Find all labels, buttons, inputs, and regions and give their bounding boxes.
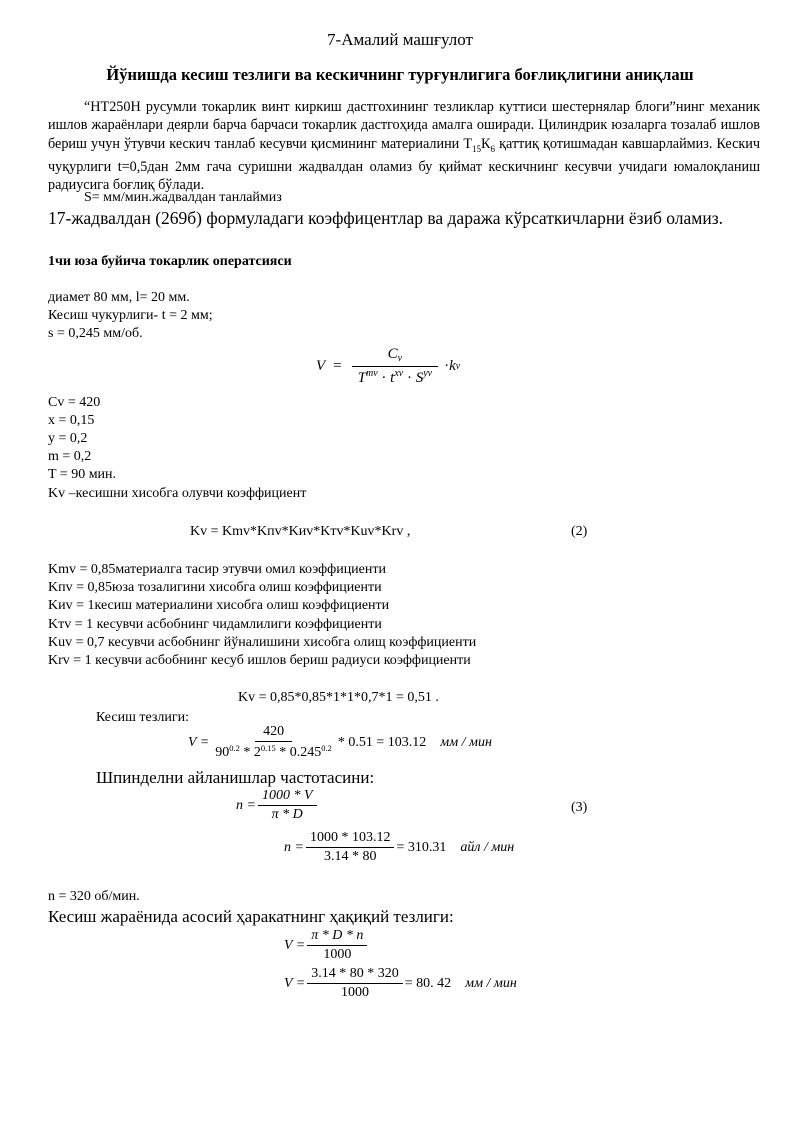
formula-t-small-exp: xv <box>394 368 404 379</box>
coef-y: y = 0,2 <box>48 431 88 446</box>
speed-calc-numerator: 420 <box>255 724 292 742</box>
spindle-formula-denominator: π * D <box>271 807 303 822</box>
coef-m: m = 0,2 <box>48 449 92 464</box>
real-speed-calc-lhs: V = <box>284 975 306 991</box>
speed-calc-den-b: * 2 <box>239 745 261 760</box>
real-speed-formula <box>284 928 369 963</box>
speed-calc-unit: мм / мин <box>440 734 492 750</box>
formula-dot-2: · <box>406 370 412 386</box>
s-line: S= мм/мин.жадвалдан танлаймиз <box>84 190 282 205</box>
spindle-formula-lhs: n = <box>236 797 256 813</box>
formula-dot-3: · <box>444 358 450 374</box>
formula-cv-sub: v <box>397 353 403 364</box>
spindle-calc-rest: = 310.31 <box>396 839 447 855</box>
real-speed-label: Кесиш жараёнида асосий ҳаракатнинг ҳақиқий тезлиги: <box>48 907 454 926</box>
real-speed-calc-fraction <box>307 966 403 1001</box>
intro-text-3: қаттиқ қотишмадан кавшарлаймиз. Кескич чуқурлиги t=0,5дан 2мм гача суришни жадвалдан оламиз бу қиймат кескичнинг кесувчи учидаги юмалоқланиш радиусига боғлиқ бўлади. <box>48 135 760 194</box>
spindle-formula-fraction <box>258 788 317 823</box>
spindle-calc-denominator: 3.14 * 80 <box>323 849 377 864</box>
param-feed: s = 0,245 мм/об. <box>48 326 143 341</box>
kv-formula: Kv = Kmv*Kпv*Kиv*Kтv*Kuv*Krv , <box>190 524 411 539</box>
spindle-calc-fraction <box>306 830 395 865</box>
k-item-uv: Kuv = 0,7 кесувчи асбобнинг йўналишини хисобга олищ коэффициенти <box>48 635 477 650</box>
formula-k-sub: v <box>455 361 461 372</box>
real-speed-formula-lhs: V = <box>284 937 306 953</box>
formula-s: S <box>415 370 424 386</box>
spindle-calc-unit: айл / мин <box>460 839 515 855</box>
section-heading: Йўнишда кесиш тезлиги ва кескичнинг турғунлигига боғлиқлигини аниқлаш <box>106 65 694 84</box>
speed-calc-den-c-exp: 0.2 <box>321 743 332 753</box>
param-diameter: диамет 80 мм, l= 20 мм. <box>48 290 190 305</box>
speed-calc-den-c: * 0.245 <box>275 745 322 760</box>
speed-calc-den-b-exp: 0.15 <box>260 743 276 753</box>
intro-text-1: “НТ250Н русумли токарлик винт киркиш дастгохининг тезликлар куттиси шестернялар блоги”нинг механик ишлов жараёнлари деярли барча барчаси токарлик дастгоҳида амалга оширади. Цилиндрик юзаларга тозалаб ишлов бериш учун ўтувчи кескич танлаб кесувчи қисмининг материалини Т <box>48 99 760 152</box>
n-result: n = 320 об/мин. <box>48 889 140 904</box>
formula-t-big-exp: mv <box>365 368 378 379</box>
real-speed-calc-numerator: 3.14 * 80 * 320 <box>307 966 403 984</box>
formula-fraction <box>352 346 438 387</box>
spindle-calc-lhs: n = <box>284 839 304 855</box>
k-item-tv: Kтv = 1 кесувчи асбобнинг чидамлилиги коэффициенти <box>48 617 382 632</box>
param-depth: Кесиш чукурлиги- t = 2 мм; <box>48 308 213 323</box>
formula-t-big: T <box>357 370 366 386</box>
spindle-formula <box>236 788 319 823</box>
spindle-label: Шпинделни айланишлар частотасини: <box>96 768 375 787</box>
real-speed-formula-denominator: 1000 <box>323 947 352 962</box>
intro-text-2: К <box>481 135 491 152</box>
speed-calculation <box>188 724 492 761</box>
intro-sub-2: 6 <box>490 143 496 154</box>
coef-cv: Cv = 420 <box>48 395 101 410</box>
real-speed-calc-unit: мм / мин <box>465 975 517 991</box>
speed-calc-rest: * 0.51 = 103.12 <box>337 734 427 750</box>
k-item-rv: Krv = 1 кесувчи асбобнинг кесуб ишлов бериш радиуси коэффициенти <box>48 653 471 668</box>
kv-definition: Kv –кесишни хисобга олувчи коэффициент <box>48 486 307 501</box>
real-speed-formula-fraction <box>307 928 367 963</box>
speed-calc-fraction <box>211 724 336 761</box>
table-17-text: 17-жадвалдан (269б) формуладаги коэффицентлар ва даража кўрсаткичларни ёзиб оламиз. <box>48 208 723 228</box>
formula-t-small: t <box>390 370 395 386</box>
formula-cutting-speed <box>316 346 460 387</box>
formula-lhs: V <box>316 358 326 374</box>
spindle-calculation <box>284 830 514 865</box>
real-speed-calculation <box>284 966 517 1001</box>
speed-calc-lhs: V = <box>188 734 210 750</box>
real-speed-formula-numerator: π * D * n <box>307 928 367 946</box>
equation-number-3: (3) <box>571 800 588 815</box>
operation-heading: 1чи юза буйича токарлик оператсияси <box>48 254 292 269</box>
speed-calc-den-a-exp: 0.2 <box>229 743 240 753</box>
equation-number-2: (2) <box>571 524 588 539</box>
speed-calc-denominator <box>211 742 336 761</box>
kv-calculation: Kv = 0,85*0,85*1*1*0,7*1 = 0,51 . <box>238 690 439 705</box>
page-title: 7-Амалий машғулот <box>327 30 473 49</box>
formula-equals: = <box>333 358 342 374</box>
formula-denominator <box>354 367 436 387</box>
real-speed-calc-denominator: 1000 <box>341 985 369 1000</box>
k-item-iv: Kиv = 1кесиш материалини хисобга олиш коэффициенти <box>48 598 390 613</box>
speed-calc-den-a: 90 <box>215 745 230 760</box>
intro-sub-1: 15 <box>472 143 482 154</box>
coef-x: x = 0,15 <box>48 413 95 428</box>
table-17-paragraph <box>48 208 760 230</box>
coef-t: T = 90 мин. <box>48 467 117 482</box>
formula-k: k <box>449 358 456 374</box>
real-speed-calc-rest: = 80. 42 <box>404 975 452 991</box>
k-item-pv: Kпv = 0,85юза тозалигини хисобга олиш коэффициенти <box>48 580 382 595</box>
spindle-formula-numerator: 1000 * V <box>258 788 317 806</box>
formula-cv: C <box>387 346 398 362</box>
speed-label: Кесиш тезлиги: <box>96 710 189 725</box>
spindle-calc-numerator: 1000 * 103.12 <box>306 830 395 848</box>
intro-paragraph <box>48 98 760 195</box>
formula-numerator <box>352 346 438 367</box>
formula-dot-1: · <box>381 370 387 386</box>
formula-s-exp: yv <box>423 368 433 379</box>
k-item-mv: Kmv = 0,85материалга тасир этувчи омил коэффициенти <box>48 562 386 577</box>
